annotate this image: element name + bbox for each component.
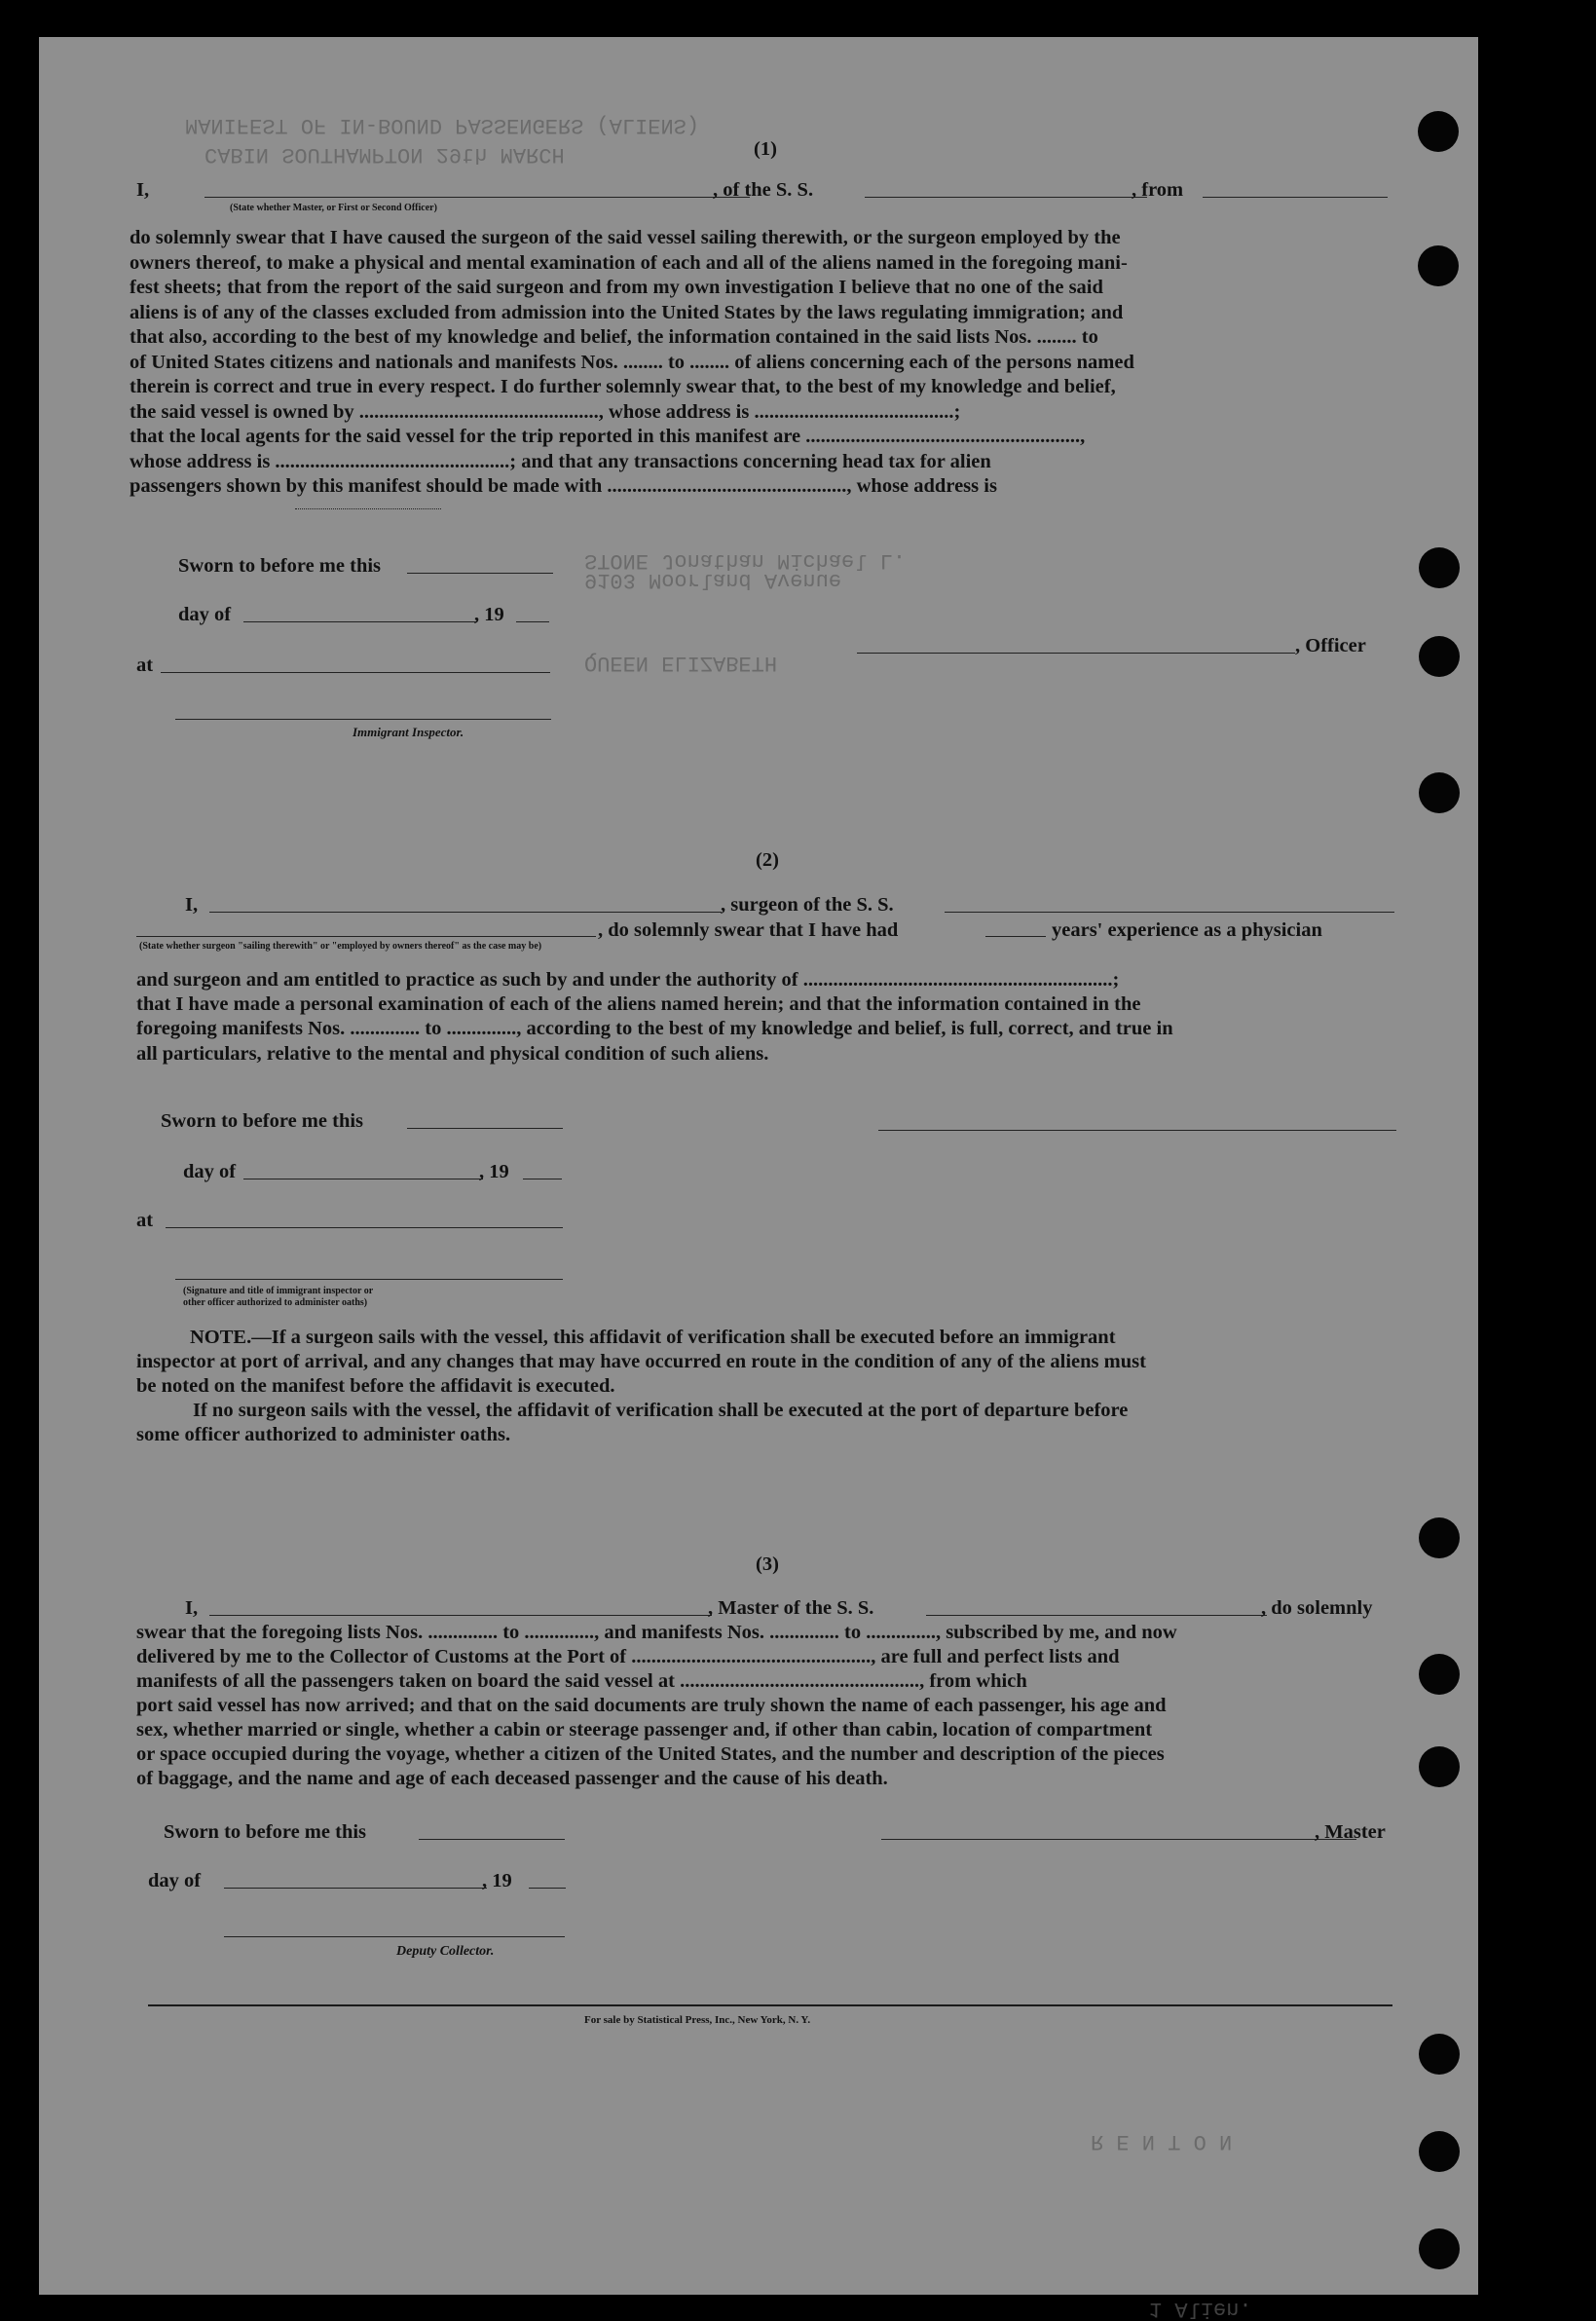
note-line-3: be noted on the manifest before the affidavit is executed. bbox=[136, 1375, 615, 1397]
from-label: , from bbox=[1132, 179, 1184, 201]
note-line-1: NOTE.—If a surgeon sails with the vessel, this affidavit of verification shall be executed before an immigrant bbox=[190, 1327, 1116, 1348]
surgeon-line-4: all particulars, relative to the mental and physical condition of such aliens. bbox=[136, 1043, 769, 1065]
section-1-i: I, bbox=[136, 179, 150, 201]
punch-hole bbox=[1419, 2034, 1460, 2075]
bleed-through-text: CABIN SOUTHAMPTON 29th MARCH bbox=[204, 142, 565, 167]
punch-hole bbox=[1419, 772, 1460, 813]
officer-signature-line bbox=[857, 653, 1295, 654]
day-of-line-3 bbox=[224, 1888, 487, 1889]
footer-rule bbox=[148, 2004, 1392, 2006]
day-of-label-1: day of bbox=[178, 604, 232, 625]
oath-line-2: owners thereof, to make a physical and mental examination of each and all of the aliens named in the foregoing mani- bbox=[130, 252, 1128, 274]
punch-hole bbox=[1418, 245, 1459, 286]
collector-signature-line bbox=[224, 1936, 565, 1937]
bleed-through-text: MANIFEST OF IN-BOUND PASSENGERS (ALIENS) bbox=[185, 113, 700, 137]
bleed-through-text: STONE Jonathan Michael L. bbox=[584, 548, 907, 573]
punch-hole bbox=[1418, 111, 1459, 152]
bleed-through-text: 9103 Moorland Avenue bbox=[584, 568, 842, 592]
master-name-line-3 bbox=[209, 1615, 712, 1616]
day-of-line-1 bbox=[243, 621, 477, 622]
year-label-2: , 19 bbox=[479, 1161, 509, 1182]
punch-hole bbox=[1419, 2131, 1460, 2172]
section-2-number: (2) bbox=[756, 849, 779, 871]
of-ss-label: , of the S. S. bbox=[713, 179, 814, 201]
bleed-through-text: 1 Alien. bbox=[1149, 2297, 1252, 2321]
collector-label: Deputy Collector. bbox=[396, 1944, 495, 1959]
surgeon-line-2: that I have made a personal examination of each of the aliens named herein; and that the information contained in the bbox=[136, 993, 1141, 1015]
officer-label: , Officer bbox=[1295, 635, 1366, 656]
oath-line-8: the said vessel is owned by ................................................, whose address is ........................................; bbox=[130, 401, 961, 423]
master-of-label: , Master of the S. S. bbox=[708, 1597, 874, 1619]
punch-hole bbox=[1419, 1654, 1460, 1695]
oath-line-3: fest sheets; that from the report of the said surgeon and from my own investigation I believe that no one of the said bbox=[130, 277, 1103, 298]
sworn-label-3: Sworn to before me this bbox=[164, 1821, 367, 1843]
section-3-i: I, bbox=[185, 1597, 199, 1619]
oath-line-4: aliens is of any of the classes excluded from admission into the United States by the laws regulating immigration; and bbox=[130, 302, 1124, 323]
note-line-2: inspector at port of arrival, and any changes that may have occurred en route in the condition of any of the aliens must bbox=[136, 1351, 1146, 1372]
year-label-1: , 19 bbox=[474, 604, 504, 625]
oath-line-11: passengers shown by this manifest should be made with ................................................, whose address is bbox=[130, 475, 997, 497]
punch-hole bbox=[1419, 636, 1460, 677]
oath-line-7: therein is correct and true in every respect. I do further solemnly swear that, to the best of my knowledge and belief, bbox=[130, 376, 1116, 397]
years-label: years' experience as a physician bbox=[1052, 919, 1322, 941]
surgeon-line-1: and surgeon and am entitled to practice as such by and under the authority of ..............................................................; bbox=[136, 969, 1120, 991]
surgeon-vessel-line bbox=[945, 912, 1394, 913]
master-line-4: port said vessel has now arrived; and that on the said documents are truly shown the name of each passenger, his age and bbox=[136, 1695, 1167, 1716]
oath-line-6: of United States citizens and nationals and manifests Nos. ........ to ........ of aliens concerning each of the persons named bbox=[130, 352, 1134, 373]
oath-line-10: whose address is ...............................................; and that any transactions concerning head tax for alien bbox=[130, 451, 991, 472]
section-1-number: (1) bbox=[754, 138, 777, 160]
master-signature-line bbox=[881, 1839, 1356, 1840]
sworn-date-line-1 bbox=[407, 573, 553, 574]
sworn-label-1: Sworn to before me this bbox=[178, 555, 382, 577]
master-line-1: swear that the foregoing lists Nos. .............. to .............., and manifests Nos. .............. to .............., subscribed by me, and now bbox=[136, 1622, 1177, 1643]
address-dotted-line bbox=[295, 508, 441, 509]
form-sheet bbox=[39, 37, 1478, 2321]
oath-line-9: that the local agents for the said vessel for the trip reported in this manifest are ......................................................., bbox=[130, 426, 1086, 447]
punch-hole bbox=[1419, 547, 1460, 588]
note-line-5: some officer authorized to administer oaths. bbox=[136, 1424, 511, 1445]
section-3-number: (3) bbox=[756, 1554, 779, 1575]
year-line-3 bbox=[529, 1888, 566, 1889]
master-line-2: delivered by me to the Collector of Customs at the Port of ................................................, are full and perfect lists and bbox=[136, 1646, 1120, 1667]
sig-note-2: other officer authorized to administer oaths) bbox=[183, 1297, 368, 1308]
swear-label: , do solemnly swear that I have had bbox=[598, 919, 899, 941]
oath-line-5: that also, according to the best of my knowledge and belief, the information contained in the said lists Nos. ........ to bbox=[130, 326, 1098, 348]
years-line bbox=[985, 936, 1046, 937]
surgeon-signature-line bbox=[878, 1130, 1396, 1131]
at-line-1 bbox=[161, 672, 550, 673]
punch-hole bbox=[1419, 1517, 1460, 1558]
sworn-date-line-3 bbox=[419, 1839, 565, 1840]
bleed-through-text: QUEEN ELIZABETH bbox=[584, 651, 778, 675]
master-name-line bbox=[204, 197, 750, 198]
surgeon-note: (State whether surgeon "sailing therewith" or "employed by owners thereof" as the case may be) bbox=[139, 941, 542, 952]
bleed-through-text: R E N T O N bbox=[1091, 2129, 1233, 2153]
oath-line-1: do solemnly swear that I have caused the surgeon of the said vessel sailing therewith, or the surgeon employed by the bbox=[130, 227, 1121, 248]
master-vessel-line bbox=[926, 1615, 1267, 1616]
inspector-label: Immigrant Inspector. bbox=[353, 725, 464, 739]
surgeon-of-label: , surgeon of the S. S. bbox=[721, 894, 894, 916]
do-solemnly-label: , do solemnly bbox=[1261, 1597, 1373, 1619]
day-of-label-3: day of bbox=[148, 1870, 202, 1891]
footer-printer: For sale by Statistical Press, Inc., New York, N. Y. bbox=[584, 2014, 811, 2026]
sig-note-1: (Signature and title of immigrant inspector or bbox=[183, 1286, 374, 1296]
note-line-4: If no surgeon sails with the vessel, the affidavit of verification shall be executed at the port of departure before bbox=[193, 1400, 1129, 1421]
year-label-3: , 19 bbox=[482, 1870, 512, 1891]
surgeon-line-3: foregoing manifests Nos. .............. to .............., according to the best of my knowledge and belief, is full, correct, and true in bbox=[136, 1018, 1173, 1039]
master-label: , Master bbox=[1315, 1821, 1386, 1843]
from-port-line bbox=[1203, 197, 1388, 198]
inspector-signature-line bbox=[175, 719, 551, 720]
punch-hole bbox=[1419, 1746, 1460, 1787]
section-2-i: I, bbox=[185, 894, 199, 916]
master-line-3: manifests of all the passengers taken on board the said vessel at ................................................, from which bbox=[136, 1670, 1027, 1692]
sworn-label-2: Sworn to before me this bbox=[161, 1110, 364, 1132]
at-label-2: at bbox=[136, 1210, 154, 1231]
master-note: (State whether Master, or First or Second Officer) bbox=[230, 203, 437, 213]
day-of-label-2: day of bbox=[183, 1161, 237, 1182]
at-label-1: at bbox=[136, 655, 154, 676]
master-line-6: or space occupied during the voyage, whether a citizen of the United States, and the number and description of the pieces bbox=[136, 1743, 1165, 1765]
vessel-name-line bbox=[865, 197, 1147, 198]
master-line-5: sex, whether married or single, whether a cabin or steerage passenger and, if other than cabin, location of compartment bbox=[136, 1719, 1153, 1741]
at-line-2 bbox=[166, 1227, 563, 1228]
year-line-1 bbox=[516, 621, 549, 622]
surgeon-status-line bbox=[136, 936, 596, 937]
oath-officer-signature-line bbox=[175, 1279, 563, 1280]
sworn-date-line-2 bbox=[407, 1128, 563, 1129]
master-line-7: of baggage, and the name and age of each deceased passenger and the cause of his death. bbox=[136, 1768, 888, 1789]
surgeon-name-line bbox=[209, 912, 722, 913]
punch-hole bbox=[1419, 2228, 1460, 2269]
